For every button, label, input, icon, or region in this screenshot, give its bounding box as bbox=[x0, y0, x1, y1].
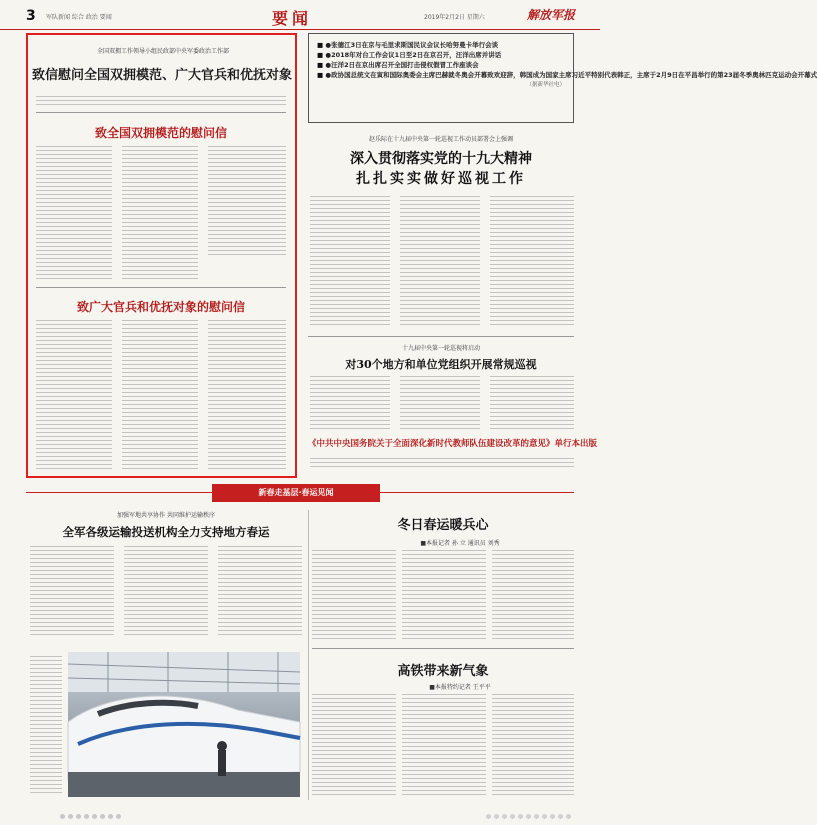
announcement-headline[interactable]: 《中共中央国务院关于全面深化新时代教师队伍建设改革的意见》单行本出版 bbox=[308, 439, 598, 449]
brief-item[interactable]: ■ ●张德江3日在京与毛里求斯国民议会议长哈努曼卡举行会谈 bbox=[317, 40, 565, 50]
train-illustration bbox=[68, 652, 300, 797]
railway-column-3 bbox=[492, 694, 574, 798]
grassroots-column-2 bbox=[400, 376, 480, 430]
transport-column-2 bbox=[124, 546, 208, 638]
winter-column-2 bbox=[402, 550, 486, 640]
divider bbox=[36, 287, 286, 288]
winter-headline[interactable]: 冬日春运暖兵心 bbox=[397, 518, 489, 533]
section-title: 要闻 bbox=[272, 9, 313, 28]
grassroots-column-3 bbox=[490, 376, 574, 430]
divider bbox=[36, 112, 286, 113]
divider bbox=[308, 336, 574, 337]
inspection-headline-line1[interactable]: 深入贯彻落实党的十九大精神 bbox=[350, 151, 532, 167]
footer-dots-left bbox=[60, 814, 121, 819]
announcement-text bbox=[310, 458, 574, 470]
winter-column-1 bbox=[312, 550, 396, 640]
inspection-column-2 bbox=[400, 196, 480, 326]
letter2-title[interactable]: 致广大官兵和优抚对象的慰问信 bbox=[76, 300, 245, 314]
grassroots-kicker: 十九届中央第一轮巡视将启动 bbox=[401, 345, 480, 352]
masthead-logo: 解放军报 bbox=[527, 8, 576, 22]
page-number: 3 bbox=[26, 8, 36, 24]
transport-column-1 bbox=[30, 546, 114, 638]
photo-caption bbox=[30, 656, 62, 796]
transport-kicker: 加强军地共享协作 共同维护运输秩序 bbox=[117, 512, 215, 519]
transport-headline[interactable]: 全军各级运输投送机构全力支持地方春运 bbox=[62, 525, 270, 539]
letter2-column-2 bbox=[122, 320, 198, 470]
train-photo bbox=[68, 652, 300, 797]
inspection-kicker: 赵乐际在十九届中央第一轮巡视工作动员部署会上强调 bbox=[368, 136, 513, 143]
railway-column-1 bbox=[312, 694, 396, 798]
letter1-title[interactable]: 致全国双拥模范的慰问信 bbox=[94, 126, 227, 140]
brief-source: （据新华社电） bbox=[526, 82, 565, 88]
brief-item[interactable]: ■ ●2018年对台工作会议1日至2日在京召开，汪洋出席并讲话 bbox=[317, 50, 565, 60]
letter1-column-3 bbox=[208, 146, 286, 256]
inspection-headline-line2[interactable]: 扎扎实实做好巡视工作 bbox=[356, 171, 526, 187]
railway-column-2 bbox=[402, 694, 486, 798]
main-feature-headline[interactable]: 致信慰问全国双拥模范、广大官兵和优抚对象 bbox=[31, 68, 292, 83]
grassroots-headline[interactable]: 对30个地方和单位党组织开展常规巡视 bbox=[345, 358, 537, 371]
railway-byline: ■本报特约记者 王平平 bbox=[429, 684, 491, 691]
edition-label: 军队新闻 综合 政治 要闻 bbox=[46, 14, 112, 21]
inspection-column-3 bbox=[490, 196, 574, 326]
header-date: 2019年2月2日 星期六 bbox=[424, 14, 485, 21]
letter1-column-2 bbox=[122, 146, 198, 281]
banner-rule-right bbox=[380, 492, 574, 493]
winter-byline: ■本报记者 孙 立 通讯员 刘秀 bbox=[420, 540, 500, 547]
letter2-column-3 bbox=[208, 320, 286, 470]
news-briefs-box bbox=[308, 33, 817, 123]
footer-dots-right bbox=[486, 814, 571, 819]
brief-item[interactable]: ■ ●政协国总统文在寅和国际奥委会主席巴赫就冬奥会开幕致欢迎辞，韩国成为国家主席习近平特别代表韩正，主席于2月9日在平昌举行的第23届冬季奥林匹克运动会开幕式 bbox=[317, 70, 565, 80]
main-feature-kicker: 全国双拥工作领导小组民政部中央军委政治工作部 bbox=[96, 48, 229, 55]
banner-rule-left bbox=[26, 492, 212, 493]
intro-text bbox=[36, 96, 286, 106]
letter1-column-1 bbox=[36, 146, 112, 281]
column-divider bbox=[308, 510, 309, 800]
section-banner[interactable]: 新春走基层·春运见闻 bbox=[212, 484, 380, 502]
inspection-column-1 bbox=[310, 196, 390, 326]
winter-column-3 bbox=[492, 550, 574, 640]
brief-item[interactable]: ■ ●汪洋2日在京出席召开全国打击侵权假冒工作座谈会 bbox=[317, 60, 565, 70]
page-footer bbox=[0, 810, 600, 825]
divider bbox=[312, 648, 574, 649]
grassroots-column-1 bbox=[310, 376, 390, 430]
page-header bbox=[0, 0, 600, 30]
letter2-column-1 bbox=[36, 320, 112, 470]
transport-column-3 bbox=[218, 546, 302, 638]
railway-headline[interactable]: 高铁带来新气象 bbox=[397, 664, 489, 679]
